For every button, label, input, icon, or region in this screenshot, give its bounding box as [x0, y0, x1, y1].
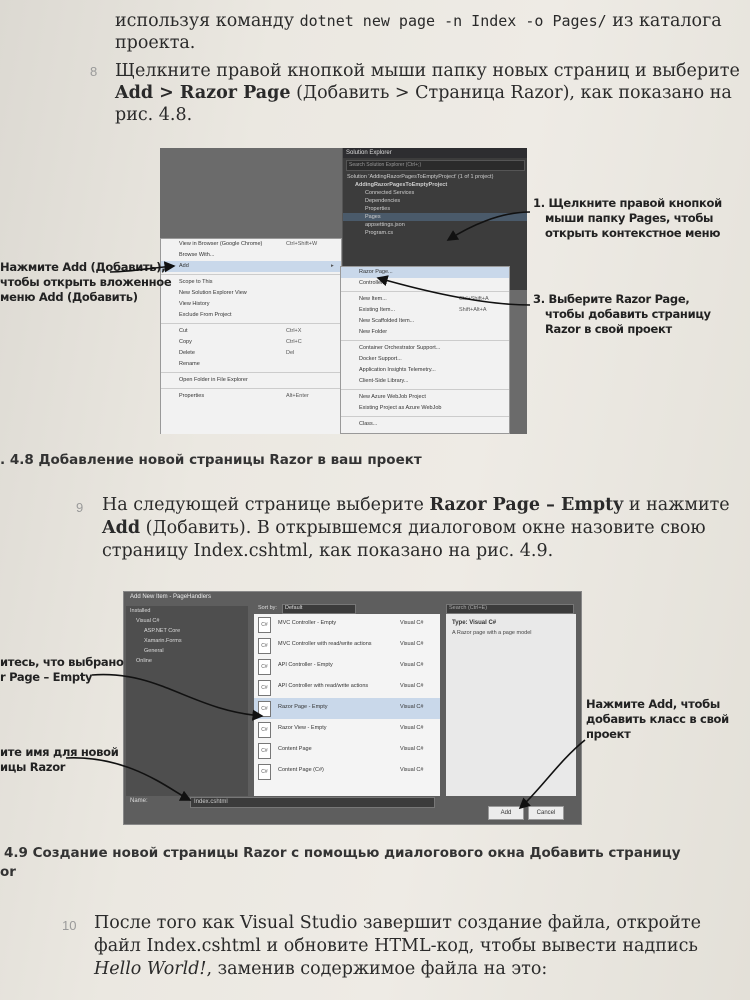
text-line: После того как Visual Studio завершит создание файла, откройте — [94, 913, 701, 933]
template-item[interactable]: C# Content Page Visual C# — [254, 740, 440, 761]
text-line: рис. 4.8. — [115, 105, 193, 125]
menu-item[interactable]: Existing Item... Shift+Alt+A — [359, 307, 487, 313]
type-description: A Razor page with a page model — [452, 630, 532, 636]
menu-item[interactable]: New Solution Explorer View — [179, 290, 247, 296]
callout-line: проект — [586, 727, 631, 741]
name-input[interactable]: Index.cshtml — [190, 797, 435, 808]
callout-line: Нажмите Add (Добавить), — [0, 260, 166, 274]
menu-item-razor-page[interactable]: Razor Page... — [341, 267, 509, 278]
solution-explorer-title: Solution Explorer — [343, 148, 527, 158]
callout-line: итесь, что выбрано — [0, 655, 124, 669]
menu-item[interactable]: Rename — [179, 361, 200, 367]
callout-line: открыть контекстное меню — [545, 226, 721, 240]
callout-line: чтобы добавить страницу — [545, 307, 711, 321]
text-line: Add > Razor Page (Добавить > Страница Razor), как показано на — [115, 83, 732, 103]
template-search-input[interactable]: Search (Ctrl+E) — [446, 604, 574, 614]
figure-caption: . 4.8 Добавление новой страницы Razor в ваш проект — [0, 452, 422, 468]
menu-item[interactable]: New Scaffolded Item... — [359, 318, 415, 324]
dialog-title: Add New Item - PageHandlers — [130, 594, 212, 600]
tree-item[interactable]: ASP.NET Core — [144, 628, 181, 634]
menu-item[interactable]: Docker Support... — [359, 356, 402, 362]
menu-item[interactable]: New Item... Ctrl+Shift+A — [359, 296, 489, 302]
menu-item[interactable]: Cut Ctrl+X — [179, 328, 302, 334]
callout-line: r Page – Empty — [0, 670, 93, 684]
tree-item[interactable]: Properties — [365, 206, 391, 212]
arrow-line — [378, 278, 530, 305]
arrow-line — [92, 675, 262, 716]
menu-item[interactable]: Browse With... — [179, 252, 215, 258]
arrow-line — [110, 266, 174, 272]
callout-line: добавить класс в свой — [586, 712, 729, 726]
tree-item[interactable]: Solution 'AddingRazorPagesToEmptyProject' (1 of 1 project) — [347, 174, 494, 180]
chevron-right-icon: ▸ — [331, 263, 334, 269]
file-icon: C# — [258, 722, 271, 738]
text-line: На следующей странице выберите Razor Page – Empty и нажмите — [102, 495, 730, 515]
menu-item-add[interactable]: Add ▸ — [161, 261, 341, 272]
file-icon: C# — [258, 743, 271, 759]
add-button[interactable]: Add — [488, 806, 524, 820]
callout-line: 1. Щелкните правой кнопкой — [533, 196, 722, 210]
menu-item[interactable]: Delete Del — [179, 350, 295, 356]
file-icon: C# — [258, 617, 271, 633]
arrow-line — [66, 758, 190, 800]
file-icon: C# — [258, 764, 271, 780]
callout-line: 3. Выберите Razor Page, — [533, 292, 690, 306]
text-line: Щелкните правой кнопкой мыши папку новых страниц и выберите — [115, 61, 740, 81]
tree-item[interactable]: Installed — [130, 608, 151, 614]
figure-caption: or — [0, 864, 16, 880]
menu-item[interactable]: View History — [179, 301, 210, 307]
menu-item[interactable]: Class... — [359, 421, 378, 427]
tree-item[interactable]: Online — [136, 658, 152, 664]
file-icon: C# — [258, 680, 271, 696]
tree-item[interactable]: appsettings.json — [365, 222, 405, 228]
menu-item[interactable]: Application Insights Telemetry... — [359, 367, 436, 373]
file-icon: C# — [258, 638, 271, 654]
tree-item[interactable]: AddingRazorPagesToEmptyProject — [355, 182, 448, 188]
menu-item[interactable]: Existing Project as Azure WebJob — [359, 405, 442, 411]
callout-line: меню Add (Добавить) — [0, 290, 138, 304]
step-number: 9 — [76, 500, 84, 515]
tree-item[interactable]: Visual C# — [136, 618, 160, 624]
menu-item[interactable]: Client-Side Library... — [359, 378, 409, 384]
tree-item[interactable]: Program.cs — [365, 230, 394, 236]
step-number: 8 — [90, 64, 98, 79]
callout-line: ите имя для новой — [0, 745, 119, 759]
text-line: файл Index.cshtml и обновите HTML-код, чтобы вывести надпись — [94, 936, 698, 956]
template-item[interactable]: C# API Controller with read/write actions Visual C# — [254, 677, 440, 698]
file-icon: C# — [258, 701, 271, 717]
callout-line: Razor в свой проект — [545, 322, 672, 336]
type-label: Type: Visual C# — [452, 620, 497, 626]
callout-line: ицы Razor — [0, 760, 66, 774]
sort-dropdown[interactable]: Default — [282, 604, 356, 614]
tree-item[interactable]: General — [144, 648, 164, 654]
name-label: Name: — [130, 798, 148, 804]
callout-line: мыши папку Pages, чтобы — [545, 211, 714, 225]
menu-item[interactable]: Controller... — [359, 280, 388, 286]
solution-search-input[interactable]: Search Solution Explorer (Ctrl+;) — [346, 160, 525, 171]
template-item[interactable]: C# MVC Controller - Empty Visual C# — [254, 614, 440, 635]
tree-item[interactable]: Connected Services — [365, 190, 415, 196]
arrow-line — [448, 212, 530, 240]
text-line: страницу Index.cshtml, как показано на рис. 4.9. — [102, 541, 554, 561]
text-line: Hello World!, заменив содержимое файла на это: — [94, 959, 548, 979]
cancel-button[interactable]: Cancel — [528, 806, 564, 820]
callout-line: чтобы открыть вложенное — [0, 275, 172, 289]
menu-item[interactable]: New Folder — [359, 329, 388, 335]
menu-item[interactable]: View in Browser (Google Chrome) Ctrl+Shift+W — [179, 241, 318, 247]
tree-item-pages[interactable]: Pages — [343, 213, 527, 221]
menu-item[interactable]: New Azure WebJob Project — [359, 394, 426, 400]
file-icon: C# — [258, 659, 271, 675]
sort-label: Sort by: — [258, 605, 277, 611]
figure-caption: 4.9 Создание новой страницы Razor с помощью диалогового окна Добавить страницу — [4, 845, 681, 861]
template-item[interactable]: C# Content Page (C#) Visual C# — [254, 761, 440, 782]
template-item[interactable]: C# API Controller - Empty Visual C# — [254, 656, 440, 677]
menu-item[interactable]: Container Orchestrator Support... — [359, 345, 441, 351]
menu-item[interactable]: Open Folder in File Explorer — [179, 377, 248, 383]
menu-item[interactable]: Scope to This — [179, 279, 213, 285]
menu-item[interactable]: Properties Alt+Enter — [179, 393, 309, 399]
text-line: используя команду dotnet new page -n Index -o Pages/ из каталога — [115, 11, 722, 31]
template-item-razor-page-empty[interactable]: C# Razor Page - Empty Visual C# — [254, 698, 440, 719]
text-line: проекта. — [115, 33, 196, 53]
menu-item[interactable]: Copy Ctrl+C — [179, 339, 302, 345]
tree-item[interactable]: Dependencies — [365, 198, 401, 204]
arrow-line — [520, 740, 585, 808]
callout-line: Нажмите Add, чтобы — [586, 697, 720, 711]
step-number: 10 — [62, 918, 77, 933]
menu-item[interactable]: Exclude From Project — [179, 312, 232, 318]
template-item[interactable]: C# MVC Controller with read/write actions Visual C# — [254, 635, 440, 656]
template-item[interactable]: C# Razor View - Empty Visual C# — [254, 719, 440, 740]
tree-item[interactable]: Xamarin.Forms — [144, 638, 182, 644]
text-line: Add (Добавить). В открывшемся диалоговом окне назовите свою — [102, 518, 706, 538]
